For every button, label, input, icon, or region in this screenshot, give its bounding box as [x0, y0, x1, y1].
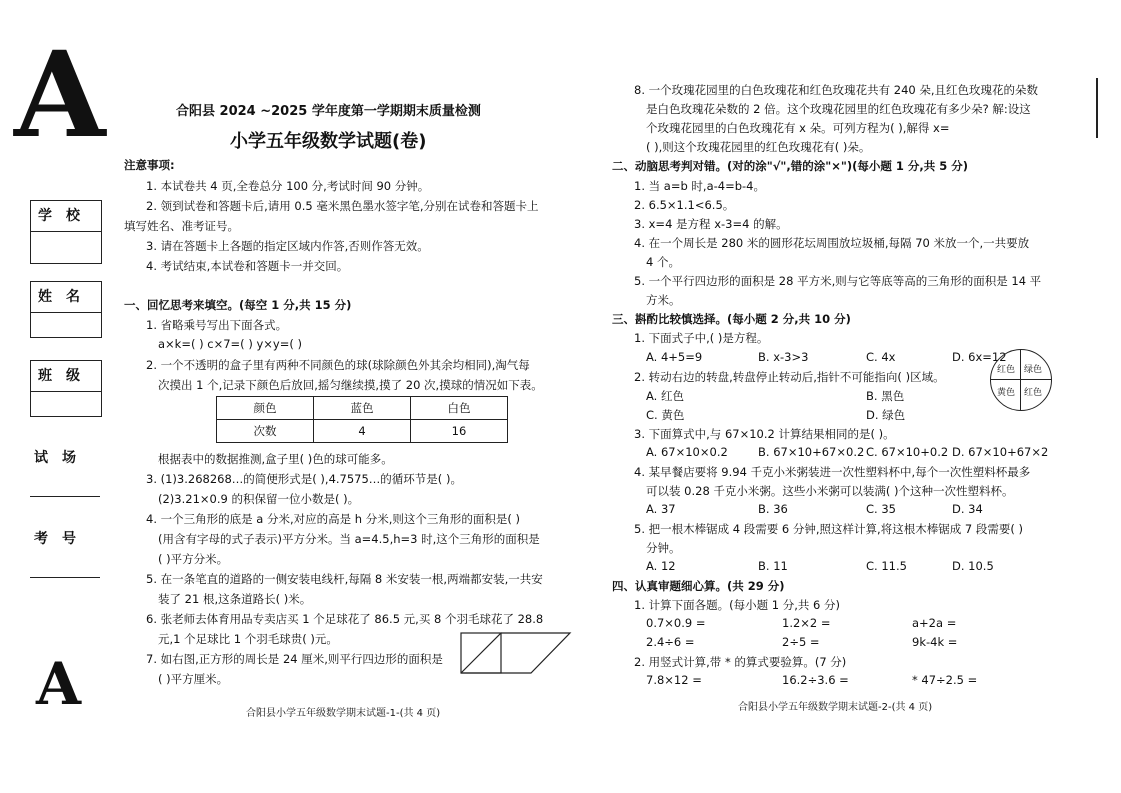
q1-1: 1. 省略乘号写出下面各式。	[146, 318, 288, 332]
q3-2-opt-b: B. 黑色	[866, 389, 905, 403]
q1-4-cont: (用含有字母的式子表示)平方分米。当 a=4.5,h=3 时,这个三角形的面积是	[158, 532, 540, 546]
page-edge-strip	[1096, 78, 1118, 138]
section-4-heading: 四、认真审题细心算。(共 29 分)	[612, 579, 785, 593]
q3-2-opt-d: D. 绿色	[866, 408, 906, 422]
vertical-calc-item: * 47÷2.5 =	[912, 673, 978, 687]
q3-5-opt-a: A. 12	[646, 559, 676, 573]
q1-5-cont: 装了 21 根,这条道路长( )米。	[158, 592, 312, 606]
q4-1: 1. 计算下面各题。(每小题 1 分,共 6 分)	[634, 598, 841, 612]
paper-version-letter-small: A	[36, 650, 82, 718]
q1-1-blanks: a×k=( ) c×7=( ) y×y=( )	[158, 337, 302, 351]
exam-title: 小学五年级数学试题(卷)	[230, 131, 427, 152]
name-field	[30, 281, 102, 338]
q1-8-cont2: 个玫瑰花园里的白色玫瑰花有 x 朵。可列方程为( ),解得 x=	[646, 121, 950, 135]
spinner-wheel	[990, 349, 1052, 411]
page-1-footer: 合阳县小学五年级数学期末试题-1-(共 4 页)	[246, 708, 441, 719]
q3-1-opt-a: A. 4+5=9	[646, 350, 703, 364]
q1-3-1: 3. (1)3.268268…的简便形式是( ),4.7575…的循环节是( )。	[146, 472, 462, 486]
q3-4-opt-c: C. 35	[866, 502, 896, 516]
q3-1-opt-b: B. x-3>3	[758, 350, 809, 364]
q3-5-cont: 分钟。	[646, 541, 681, 555]
exam-room-label: 试场	[34, 450, 90, 466]
note-2-cont: 填写姓名、准考证号。	[124, 219, 239, 233]
q1-8-cont: 是白色玫瑰花朵数的 2 倍。这个玫瑰花园里的红色玫瑰花有多少朵? 解:设这	[646, 102, 1031, 116]
q3-3-opt-d: D. 67×10+67×2	[952, 445, 1049, 459]
table-cell: 4	[314, 420, 411, 443]
q1-2: 2. 一个不透明的盒子里有两种不同颜色的球(球除颜色外其余均相同),淘气每	[146, 358, 530, 372]
section-1-heading: 一、回忆思考来填空。(每空 1 分,共 15 分)	[124, 298, 352, 312]
q2-3: 3. x=4 是方程 x-3=4 的解。	[634, 217, 788, 231]
q3-4-opt-d: D. 34	[952, 502, 983, 516]
q1-5: 5. 在一条笔直的道路的一侧安装电线杆,每隔 8 米安装一根,两端都安装,一共安	[146, 572, 543, 586]
calc-item: a+2a =	[912, 616, 957, 630]
q3-3-opt-b: B. 67×10+67×0.2	[758, 445, 865, 459]
class-label: 班级	[31, 361, 101, 392]
calc-item: 2÷5 =	[782, 635, 820, 649]
q3-4-opt-b: B. 36	[758, 502, 788, 516]
q1-4-cont2: ( )平方分米。	[158, 552, 229, 566]
q3-3: 3. 下面算式中,与 67×10.2 计算结果相同的是( )。	[634, 427, 895, 441]
q3-3-opt-c: C. 67×10+0.2	[866, 445, 949, 459]
table-cell: 次数	[217, 420, 314, 443]
note-1: 1. 本试卷共 4 页,全卷总分 100 分,考试时间 90 分钟。	[146, 179, 430, 193]
q4-2: 2. 用竖式计算,带 * 的算式要验算。(7 分)	[634, 655, 847, 669]
calc-item: 9k-4k =	[912, 635, 958, 649]
q1-8: 8. 一个玫瑰花园里的白色玫瑰花和红色玫瑰花共有 240 朵,且红色玫瑰花的朵数	[634, 83, 1039, 97]
q3-5-opt-d: D. 10.5	[952, 559, 994, 573]
q3-3-opt-a: A. 67×10×0.2	[646, 445, 728, 459]
notes-heading: 注意事项:	[124, 158, 175, 172]
ball-table	[216, 396, 508, 443]
exam-room-line	[30, 496, 100, 497]
q1-6-cont: 元,1 个足球比 1 个羽毛球贵( )元。	[158, 632, 338, 646]
note-3: 3. 请在答题卡上各题的指定区域内作答,否则作答无效。	[146, 239, 429, 253]
table-cell: 16	[411, 420, 508, 443]
q1-3-2: (2)3.21×0.9 的积保留一位小数是( )。	[158, 492, 360, 506]
q2-4: 4. 在一个周长是 280 米的圆形花坛周围放垃圾桶,每隔 70 米放一个,一共要放	[634, 236, 1030, 250]
vertical-calc-item: 7.8×12 =	[646, 673, 702, 687]
calc-item: 2.4÷6 =	[646, 635, 695, 649]
q3-2-opt-a: A. 红色	[646, 389, 684, 403]
note-4: 4. 考试结束,本试卷和答题卡一并交回。	[146, 259, 349, 273]
spinner-sector-label: 黄色	[997, 388, 1016, 398]
table-cell: 白色	[411, 397, 508, 420]
table-row	[217, 420, 508, 443]
q3-1: 1. 下面式子中,( )是方程。	[634, 331, 769, 345]
note-2: 2. 领到试卷和答题卡后,请用 0.5 毫米黑色墨水签字笔,分别在试卷和答题卡上	[146, 199, 539, 213]
square-parallelogram-figure	[460, 632, 572, 674]
q1-7: 7. 如右图,正方形的周长是 24 厘米,则平行四边形的面积是	[146, 652, 443, 666]
calc-item: 1.2×2 =	[782, 616, 831, 630]
section-2-heading: 二、动脑思考判对错。(对的涂"√",错的涂"×")(每小题 1 分,共 5 分)	[612, 159, 969, 173]
name-label: 姓名	[31, 282, 101, 313]
school-field	[30, 200, 102, 264]
q3-2: 2. 转动右边的转盘,转盘停止转动后,指针不可能指向( )区域。	[634, 370, 945, 384]
table-cell: 颜色	[217, 397, 314, 420]
q3-1-opt-c: C. 4x	[866, 350, 896, 364]
paper-version-letter: A	[14, 25, 106, 164]
q2-5-cont: 方米。	[646, 293, 681, 307]
q3-4-cont: 可以装 0.28 千克小米粥。这些小米粥可以装满( )个这种一次性塑料杯。	[646, 484, 1014, 498]
vertical-calc-item: 16.2÷3.6 =	[782, 673, 849, 687]
school-label: 学校	[31, 201, 101, 232]
class-field	[30, 360, 102, 417]
spinner-sector-label: 红色	[1024, 388, 1043, 398]
page-2-footer: 合阳县小学五年级数学期末试题-2-(共 4 页)	[738, 702, 933, 713]
q2-5: 5. 一个平行四边形的面积是 28 平方米,则与它等底等高的三角形的面积是 14 平	[634, 274, 1042, 288]
q3-4-opt-a: A. 37	[646, 502, 676, 516]
spinner-divider	[1020, 350, 1021, 410]
q3-2-opt-c: C. 黄色	[646, 408, 685, 422]
q1-8-cont3: ( ),则这个玫瑰花园里的红色玫瑰花有( )朵。	[646, 140, 871, 154]
q2-4-cont: 4 个。	[646, 255, 680, 269]
exam-number-label: 考号	[34, 531, 90, 547]
table-cell: 蓝色	[314, 397, 411, 420]
q3-4: 4. 某早餐店要将 9.94 千克小米粥装进一次性塑料杯中,每个一次性塑料杯最多	[634, 465, 1031, 479]
spinner-divider	[991, 379, 1051, 380]
q2-2: 2. 6.5×1.1<6.5。	[634, 198, 735, 212]
exam-number-line	[30, 577, 100, 578]
q1-6: 6. 张老师去体育用品专卖店买 1 个足球花了 86.5 元,买 8 个羽毛球花了 28.8	[146, 612, 544, 626]
q2-1: 1. 当 a=b 时,a-4=b-4。	[634, 179, 765, 193]
calc-item: 0.7×0.9 =	[646, 616, 706, 630]
q3-1-opt-d: D. 6x=12	[952, 350, 1007, 364]
q3-5-opt-c: C. 11.5	[866, 559, 907, 573]
q3-5: 5. 把一根木棒锯成 4 段需要 6 分钟,照这样计算,将这根木棒锯成 7 段需要( )	[634, 522, 1023, 536]
q3-5-opt-b: B. 11	[758, 559, 788, 573]
spinner-sector-label: 绿色	[1024, 365, 1043, 375]
q1-2-cont: 次摸出 1 个,记录下颜色后放回,摇匀继续摸,摸了 20 次,摸球的情况如下表。	[158, 378, 543, 392]
exam-header: 合阳县 2024 ~2025 学年度第一学期期末质量检测	[176, 104, 481, 119]
section-3-heading: 三、斟酌比较慎选择。(每小题 2 分,共 10 分)	[612, 312, 851, 326]
spinner-sector-label: 红色	[997, 365, 1016, 375]
q1-4: 4. 一个三角形的底是 a 分米,对应的高是 h 分米,则这个三角形的面积是( )	[146, 512, 521, 526]
q1-7-cont: ( )平方厘米。	[158, 672, 229, 686]
q1-2-ask: 根据表中的数据推测,盒子里( )色的球可能多。	[158, 452, 393, 466]
table-row	[217, 397, 508, 420]
